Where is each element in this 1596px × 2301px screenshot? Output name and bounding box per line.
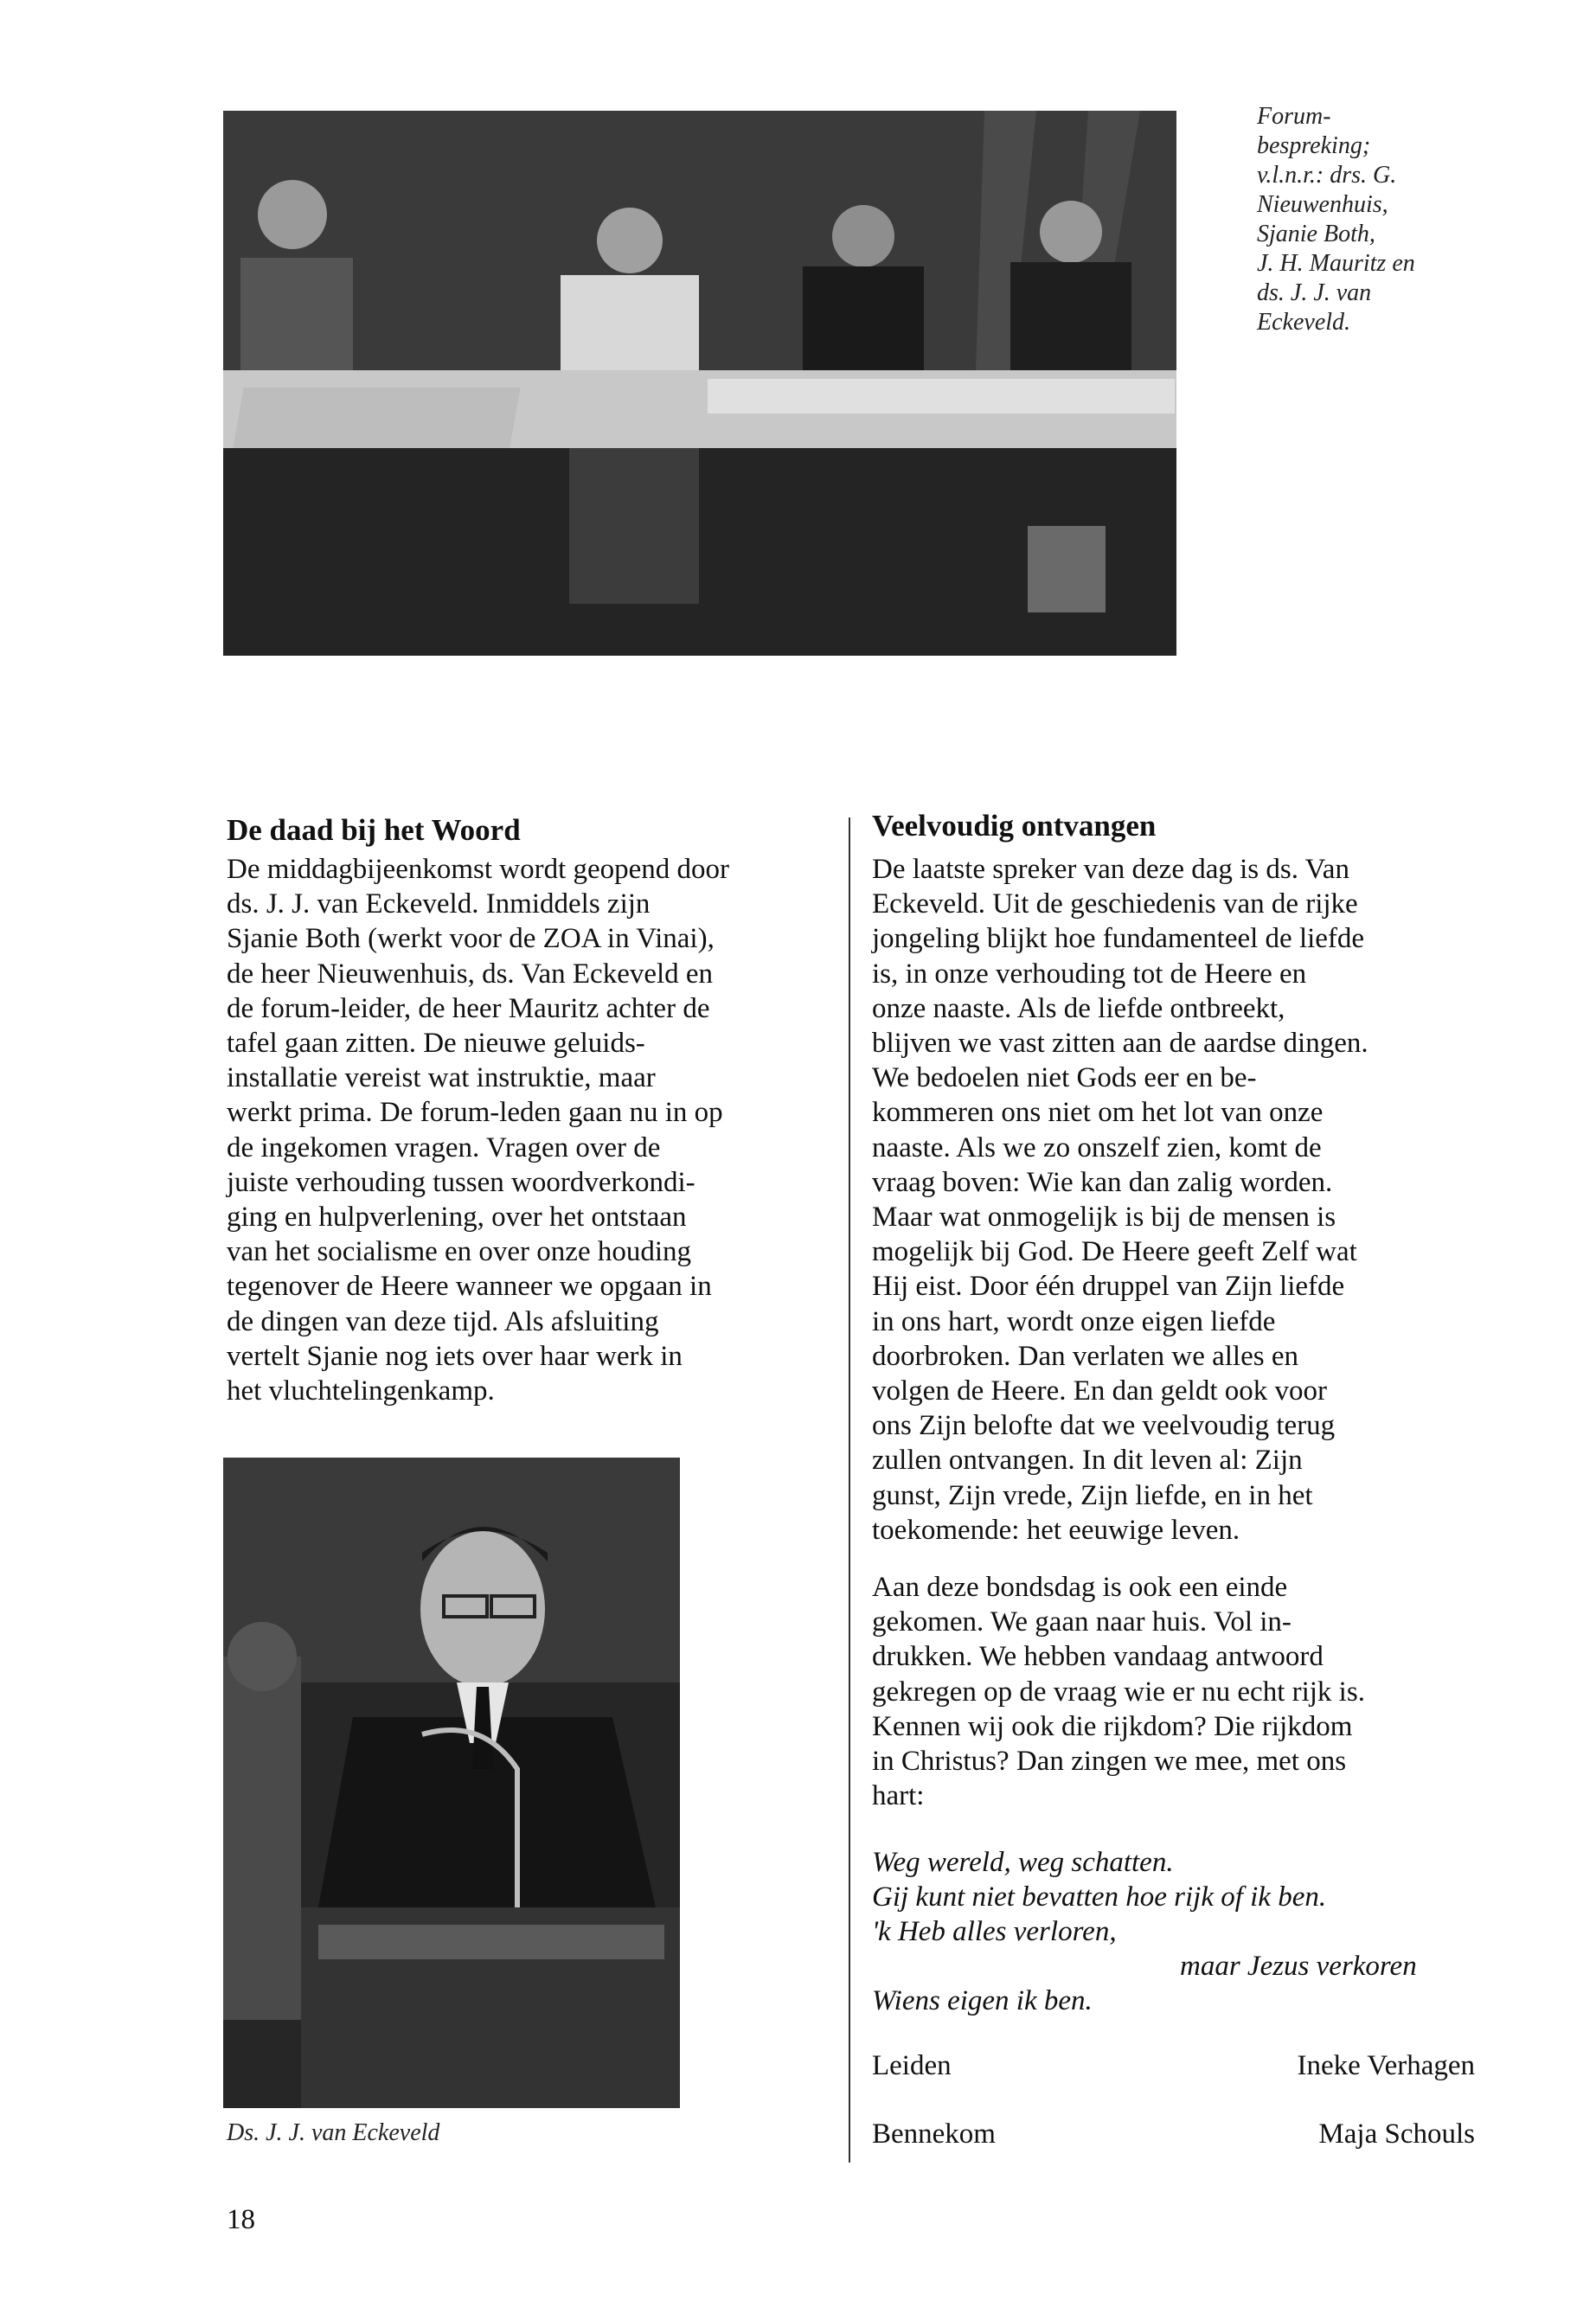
bottom-photo-caption: Ds. J. J. van Eckeveld [227,2119,440,2146]
forum-photo [223,111,1176,656]
column-divider [849,817,850,2163]
right-article-heading: Veelvoudig ontvangen [872,809,1157,843]
speaker-photo-illustration [223,1458,680,2108]
right-article-para1: De laatste spreker van deze dag is ds. Van Eckeveld. Uit de geschiedenis van de rijke jongeling blijkt hoe fundamenteel de liefde is, in onze verhouding tot de Heere en onze naaste. Als de liefde ontbreekt, blijven we vast zitten aan de aardse dingen. We bedoelen niet Gods eer en be- kommeren ons niet om het lot van onze naaste. Als we zo onszelf zien, komt de vraag boven: Wie kan dan zalig worden. Maar wat onmogelijk is bij de mensen is mogelijk bij God. De Heere geeft Zelf wat Hij eist. Door één druppel van Zijn liefde in ons hart, wordt onze eigen liefde doorbroken. Dan verlaten we alles en volgen de Heere. En dan geldt ook voor ons Zijn belofte dat we veelvoudig terug zullen ontvangen. In dit leven al: Zijn gunst, Zijn vrede, Zijn liefde, en in het toekomende: het eeuwige leven. [872,854,1368,1546]
left-article-heading: De daad bij het Woord [227,813,521,847]
signature-name-1: Ineke Verhagen [1297,2050,1475,2081]
forum-photo-illustration [223,111,1176,656]
right-article-para2: Aan deze bondsdag is ook een einde gekomen. We gaan naar huis. Vol in- drukken. We hebben vandaag antwoord gekregen op de vraag wie er nu echt rijk is. Kennen wij ook die rijkdom? Die rijkdom in Christus? Dan zingen we mee, met ons hart: [872,1572,1365,1812]
signature-name-2: Maja Schouls [1318,2118,1475,2150]
top-photo-caption: Forum- bespreking; v.l.n.r.: drs. G. Nieuwenhuis, Sjanie Both, J. H. Mauritz en ds. J. J. van Eckeveld. [1257,103,1415,336]
signature-place-1: Leiden [872,2050,952,2081]
left-article-body: De middagbijeenkomst wordt geopend door ds. J. J. van Eckeveld. Inmiddels zijn Sjanie Both (werkt voor de ZOA in Vinai), de heer Nieuwenhuis, ds. Van Eckeveld en de forum-leider, de heer Mauritz achter de tafel gaan zitten. De nieuwe geluids- installatie vereist wat instruktie, maar werkt prima. De forum-leden gaan nu in op de ingekomen vragen. Vragen over de juiste verhouding tussen woordverkondi- ging en hulpverlening, over het ontstaan van het socialisme en over onze houding tegenover de Heere wanneer we opgaan in de dingen van deze tijd. Als afsluiting vertelt Sjanie nog iets over haar werk in het vluchtelingenkamp. [227,854,730,1407]
speaker-photo [223,1458,680,2108]
poem: Weg wereld, weg schatten. Gij kunt niet bevatten hoe rijk of ik ben. 'k Heb alles verloren, maar Jezus verkoren Wiens eigen ik ben. [872,1847,1417,2016]
signature-place-2: Bennekom [872,2118,996,2150]
page-number: 18 [227,2204,255,2235]
